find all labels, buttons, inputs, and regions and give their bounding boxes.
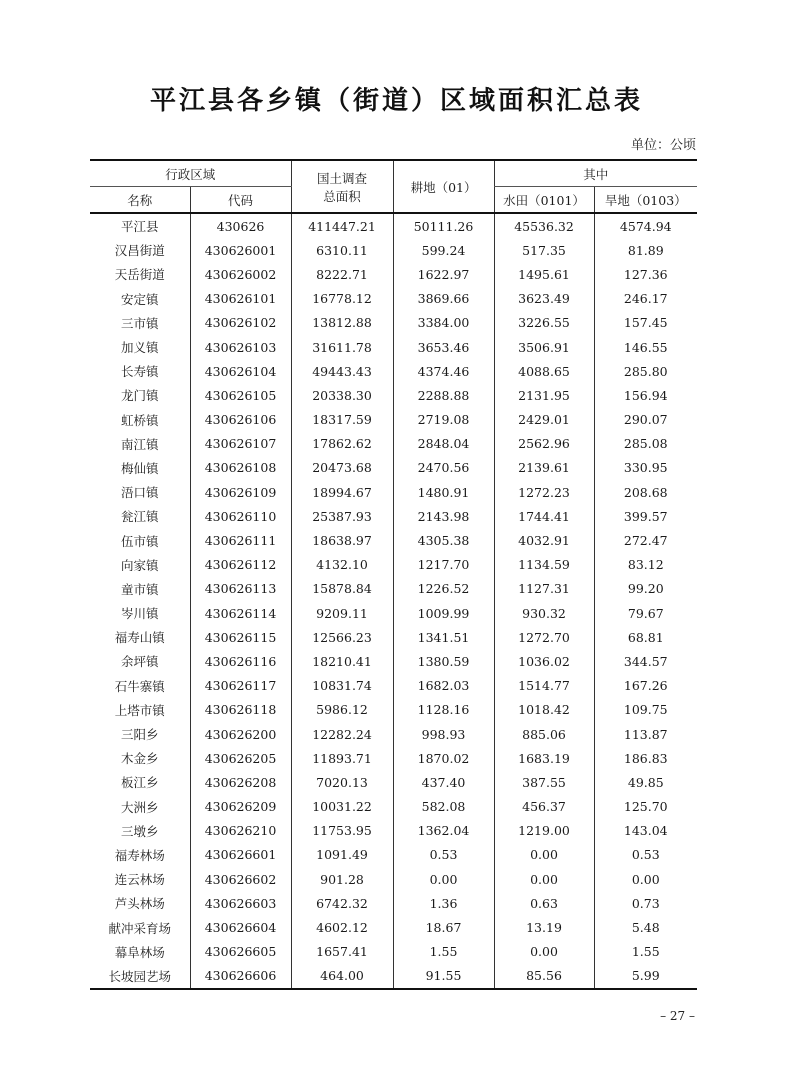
table-row xyxy=(90,940,697,964)
cell-code: 430626108 xyxy=(190,456,291,480)
cell-dryland: 49.85 xyxy=(594,770,697,794)
header-name: 名称 xyxy=(90,187,190,214)
cell-cultivated: 1217.70 xyxy=(393,553,494,577)
cell-cultivated: 1682.03 xyxy=(393,674,494,698)
cell-total-area: 5986.12 xyxy=(291,698,393,722)
cell-dryland: 5.48 xyxy=(594,915,697,939)
cell-total-area: 4132.10 xyxy=(291,553,393,577)
cell-cultivated: 1362.04 xyxy=(393,819,494,843)
cell-cultivated: 91.55 xyxy=(393,964,494,989)
cell-name: 木金乡 xyxy=(120,751,159,767)
table-row xyxy=(90,480,697,504)
cell-cultivated: 1.36 xyxy=(393,891,494,915)
cell-total-area: 12566.23 xyxy=(291,625,393,649)
cell-paddy: 1018.42 xyxy=(494,698,594,722)
cell-dryland: 81.89 xyxy=(594,238,697,262)
cell-code: 430626105 xyxy=(190,383,291,407)
cell-paddy: 0.00 xyxy=(494,867,594,891)
cell-code: 430626200 xyxy=(190,722,291,746)
table-header xyxy=(90,160,697,213)
cell-code: 430626605 xyxy=(190,940,291,964)
table-body xyxy=(90,213,697,989)
cell-cultivated: 1480.91 xyxy=(393,480,494,504)
table-row xyxy=(90,964,697,989)
table-row xyxy=(90,408,697,432)
cell-code: 430626117 xyxy=(190,674,291,698)
cell-name: 三阳乡 xyxy=(120,727,159,743)
cell-dryland: 272.47 xyxy=(594,528,697,552)
cell-name: 幕阜林场 xyxy=(114,944,165,960)
header-total-area-line2: 总面积 xyxy=(323,188,361,204)
table-row xyxy=(90,891,697,915)
cell-cultivated: 1870.02 xyxy=(393,746,494,770)
cell-code: 430626102 xyxy=(190,311,291,335)
header-total-area xyxy=(291,160,393,213)
table-row xyxy=(90,722,697,746)
cell-name: 芦头林场 xyxy=(114,896,165,912)
page-title: 平江县各乡镇（街道）区域面积汇总表 xyxy=(149,86,643,116)
cell-paddy: 0.63 xyxy=(494,891,594,915)
cell-cultivated: 3869.66 xyxy=(393,287,494,311)
cell-name: 南江镇 xyxy=(120,436,159,452)
cell-dryland: 208.68 xyxy=(594,480,697,504)
cell-paddy: 3506.91 xyxy=(494,335,594,359)
cell-cultivated: 18.67 xyxy=(393,915,494,939)
cell-dryland: 344.57 xyxy=(594,649,697,673)
table-row xyxy=(90,359,697,383)
cell-name: 连云林场 xyxy=(114,872,165,888)
cell-paddy: 930.32 xyxy=(494,601,594,625)
cell-code: 430626115 xyxy=(190,625,291,649)
cell-paddy: 1272.70 xyxy=(494,625,594,649)
cell-paddy: 885.06 xyxy=(494,722,594,746)
cell-code: 430626109 xyxy=(190,480,291,504)
cell-name: 浯口镇 xyxy=(120,485,159,501)
cell-total-area: 6310.11 xyxy=(291,238,393,262)
cell-total-area: 18994.67 xyxy=(291,480,393,504)
cell-name: 长坡园艺场 xyxy=(90,964,190,989)
header-code: 代码 xyxy=(190,187,291,214)
cell-code: 430626205 xyxy=(190,746,291,770)
cell-total-area: 49443.43 xyxy=(291,359,393,383)
cell-total-area: 16778.12 xyxy=(291,287,393,311)
cell-total-area: 20338.30 xyxy=(291,383,393,407)
cell-code: 430626002 xyxy=(190,262,291,286)
cell-paddy: 85.56 xyxy=(494,964,594,989)
cell-dryland: 113.87 xyxy=(594,722,697,746)
cell-cultivated: 437.40 xyxy=(393,770,494,794)
cell-total-area: 20473.68 xyxy=(291,456,393,480)
cell-dryland: 285.08 xyxy=(594,432,697,456)
cell-code: 430626104 xyxy=(190,359,291,383)
header-total-area-line1: 国土调查 xyxy=(317,170,368,186)
cell-cultivated: 599.24 xyxy=(393,238,494,262)
cell-code: 430626604 xyxy=(190,915,291,939)
header-of-which: 其中 xyxy=(494,160,697,187)
cell-dryland: 109.75 xyxy=(594,698,697,722)
cell-cultivated: 2719.08 xyxy=(393,408,494,432)
cell-total-area: 4602.12 xyxy=(291,915,393,939)
cell-code: 430626208 xyxy=(190,770,291,794)
cell-paddy: 2429.01 xyxy=(494,408,594,432)
cell-dryland: 125.70 xyxy=(594,795,697,819)
cell-paddy: 2139.61 xyxy=(494,456,594,480)
cell-paddy: 4032.91 xyxy=(494,528,594,552)
cell-paddy: 0.00 xyxy=(494,843,594,867)
cell-paddy: 0.00 xyxy=(494,940,594,964)
cell-dryland: 157.45 xyxy=(594,311,697,335)
cell-dryland: 83.12 xyxy=(594,553,697,577)
header-paddy: 水田（0101） xyxy=(494,187,594,214)
cell-total-area: 25387.93 xyxy=(291,504,393,528)
cell-name: 福寿林场 xyxy=(114,847,165,863)
table-row xyxy=(90,577,697,601)
cell-name: 板江乡 xyxy=(120,775,159,791)
area-summary-table xyxy=(90,159,697,990)
cell-name: 大洲乡 xyxy=(120,799,159,815)
cell-code: 430626606 xyxy=(190,964,291,989)
cell-code: 430626103 xyxy=(190,335,291,359)
cell-name: 三墩乡 xyxy=(120,823,159,839)
cell-total-area: 464.00 xyxy=(291,964,393,989)
cell-paddy: 13.19 xyxy=(494,915,594,939)
table-row xyxy=(90,674,697,698)
cell-total-area: 411447.21 xyxy=(291,213,393,238)
cell-cultivated: 2848.04 xyxy=(393,432,494,456)
cell-name: 献冲采育场 xyxy=(108,920,171,936)
cell-dryland: 246.17 xyxy=(594,287,697,311)
cell-name: 童市镇 xyxy=(120,581,159,597)
cell-paddy: 2131.95 xyxy=(494,383,594,407)
table-row xyxy=(90,383,697,407)
cell-dryland: 0.73 xyxy=(594,891,697,915)
cell-paddy: 4088.65 xyxy=(494,359,594,383)
cell-paddy: 1219.00 xyxy=(494,819,594,843)
cell-paddy: 1272.23 xyxy=(494,480,594,504)
cell-name: 福寿山镇 xyxy=(114,630,165,646)
cell-total-area: 8222.71 xyxy=(291,262,393,286)
cell-dryland: 146.55 xyxy=(594,335,697,359)
cell-name: 加义镇 xyxy=(120,340,159,356)
cell-name: 瓮江镇 xyxy=(120,509,159,525)
cell-total-area: 1657.41 xyxy=(291,940,393,964)
cell-code: 430626 xyxy=(190,213,291,238)
unit-label: 单位：公顷 xyxy=(630,138,696,153)
cell-total-area: 9209.11 xyxy=(291,601,393,625)
cell-cultivated: 50111.26 xyxy=(393,213,494,238)
cell-cultivated: 4374.46 xyxy=(393,359,494,383)
cell-total-area: 18638.97 xyxy=(291,528,393,552)
cell-name: 安定镇 xyxy=(120,291,159,307)
cell-total-area: 11753.95 xyxy=(291,819,393,843)
cell-total-area: 12282.24 xyxy=(291,722,393,746)
table-row xyxy=(90,504,697,528)
cell-cultivated: 0.00 xyxy=(393,867,494,891)
table-row xyxy=(90,456,697,480)
cell-cultivated: 2288.88 xyxy=(393,383,494,407)
cell-dryland: 186.83 xyxy=(594,746,697,770)
cell-dryland: 143.04 xyxy=(594,819,697,843)
cell-code: 430626601 xyxy=(190,843,291,867)
cell-code: 430626210 xyxy=(190,819,291,843)
table-row xyxy=(90,795,697,819)
cell-paddy: 1683.19 xyxy=(494,746,594,770)
cell-dryland: 68.81 xyxy=(594,625,697,649)
table-row xyxy=(90,843,697,867)
table-row xyxy=(90,262,697,286)
table-row xyxy=(90,819,697,843)
cell-dryland: 167.26 xyxy=(594,674,697,698)
cell-cultivated: 1341.51 xyxy=(393,625,494,649)
cell-name: 长寿镇 xyxy=(120,364,159,380)
cell-paddy: 456.37 xyxy=(494,795,594,819)
table-row xyxy=(90,287,697,311)
cell-total-area: 7020.13 xyxy=(291,770,393,794)
table-row xyxy=(90,553,697,577)
cell-total-area: 6742.32 xyxy=(291,891,393,915)
cell-dryland: 0.53 xyxy=(594,843,697,867)
table-row xyxy=(90,335,697,359)
cell-dryland: 79.67 xyxy=(594,601,697,625)
cell-code: 430626001 xyxy=(190,238,291,262)
cell-dryland: 5.99 xyxy=(594,964,697,989)
cell-total-area: 17862.62 xyxy=(291,432,393,456)
cell-name: 石牛寨镇 xyxy=(114,678,165,694)
cell-cultivated: 1009.99 xyxy=(393,601,494,625)
cell-total-area: 15878.84 xyxy=(291,577,393,601)
cell-cultivated: 1622.97 xyxy=(393,262,494,286)
cell-dryland: 156.94 xyxy=(594,383,697,407)
cell-cultivated: 1.55 xyxy=(393,940,494,964)
table-row xyxy=(90,867,697,891)
cell-cultivated: 0.53 xyxy=(393,843,494,867)
cell-cultivated: 582.08 xyxy=(393,795,494,819)
cell-cultivated: 3384.00 xyxy=(393,311,494,335)
cell-dryland: 99.20 xyxy=(594,577,697,601)
table-row xyxy=(90,770,697,794)
cell-cultivated: 1128.16 xyxy=(393,698,494,722)
header-dryland: 旱地（0103） xyxy=(594,187,697,214)
cell-code: 430626209 xyxy=(190,795,291,819)
cell-total-area: 10031.22 xyxy=(291,795,393,819)
cell-paddy: 1495.61 xyxy=(494,262,594,286)
cell-code: 430626116 xyxy=(190,649,291,673)
cell-name: 向家镇 xyxy=(120,557,159,573)
cell-name: 汉昌街道 xyxy=(114,243,165,259)
cell-dryland: 399.57 xyxy=(594,504,697,528)
cell-dryland: 1.55 xyxy=(594,940,697,964)
cell-paddy: 517.35 xyxy=(494,238,594,262)
cell-name: 天岳街道 xyxy=(114,267,165,283)
cell-total-area: 18317.59 xyxy=(291,408,393,432)
cell-total-area: 13812.88 xyxy=(291,311,393,335)
cell-paddy: 45536.32 xyxy=(494,213,594,238)
cell-paddy: 3623.49 xyxy=(494,287,594,311)
cell-dryland: 330.95 xyxy=(594,456,697,480)
cell-name: 岑川镇 xyxy=(120,606,159,622)
table-row xyxy=(90,311,697,335)
cell-name: 伍市镇 xyxy=(120,533,159,549)
cell-total-area: 31611.78 xyxy=(291,335,393,359)
cell-code: 430626110 xyxy=(190,504,291,528)
cell-paddy: 1036.02 xyxy=(494,649,594,673)
table-row xyxy=(90,746,697,770)
cell-code: 430626107 xyxy=(190,432,291,456)
cell-total-area: 18210.41 xyxy=(291,649,393,673)
cell-name: 梅仙镇 xyxy=(120,460,159,476)
cell-name: 虹桥镇 xyxy=(120,412,159,428)
cell-cultivated: 1226.52 xyxy=(393,577,494,601)
cell-dryland: 290.07 xyxy=(594,408,697,432)
cell-total-area: 10831.74 xyxy=(291,674,393,698)
cell-code: 430626602 xyxy=(190,867,291,891)
cell-paddy: 3226.55 xyxy=(494,311,594,335)
table-row xyxy=(90,528,697,552)
cell-paddy: 1514.77 xyxy=(494,674,594,698)
cell-cultivated: 2470.56 xyxy=(393,456,494,480)
cell-cultivated: 2143.98 xyxy=(393,504,494,528)
cell-code: 430626118 xyxy=(190,698,291,722)
cell-code: 430626113 xyxy=(190,577,291,601)
table-row xyxy=(90,432,697,456)
cell-cultivated: 4305.38 xyxy=(393,528,494,552)
cell-cultivated: 3653.46 xyxy=(393,335,494,359)
table-row xyxy=(90,625,697,649)
page-number: – 27 – xyxy=(660,1009,695,1023)
table-row xyxy=(90,601,697,625)
cell-name: 龙门镇 xyxy=(120,388,159,404)
cell-name: 平江县 xyxy=(120,219,159,235)
cell-code: 430626111 xyxy=(190,528,291,552)
cell-name: 三市镇 xyxy=(120,315,159,331)
cell-code: 430626603 xyxy=(190,891,291,915)
cell-total-area: 1091.49 xyxy=(291,843,393,867)
cell-paddy: 1744.41 xyxy=(494,504,594,528)
cell-dryland: 285.80 xyxy=(594,359,697,383)
cell-total-area: 901.28 xyxy=(291,867,393,891)
cell-code: 430626101 xyxy=(190,287,291,311)
header-admin-region: 行政区域 xyxy=(90,160,291,187)
table-row xyxy=(90,698,697,722)
cell-code: 430626106 xyxy=(190,408,291,432)
cell-cultivated: 998.93 xyxy=(393,722,494,746)
cell-dryland: 127.36 xyxy=(594,262,697,286)
cell-paddy: 1134.59 xyxy=(494,553,594,577)
cell-paddy: 387.55 xyxy=(494,770,594,794)
table-row xyxy=(90,915,697,939)
table-row xyxy=(90,649,697,673)
cell-code: 430626114 xyxy=(190,601,291,625)
cell-dryland: 4574.94 xyxy=(594,213,697,238)
cell-dryland: 0.00 xyxy=(594,867,697,891)
table-row xyxy=(90,238,697,262)
cell-paddy: 2562.96 xyxy=(494,432,594,456)
cell-paddy: 1127.31 xyxy=(494,577,594,601)
cell-total-area: 11893.71 xyxy=(291,746,393,770)
table-row xyxy=(90,213,697,238)
cell-name: 上塔市镇 xyxy=(114,702,165,718)
cell-name: 余坪镇 xyxy=(120,654,159,670)
cell-cultivated: 1380.59 xyxy=(393,649,494,673)
header-cultivated: 耕地（01） xyxy=(393,160,494,213)
cell-code: 430626112 xyxy=(190,553,291,577)
